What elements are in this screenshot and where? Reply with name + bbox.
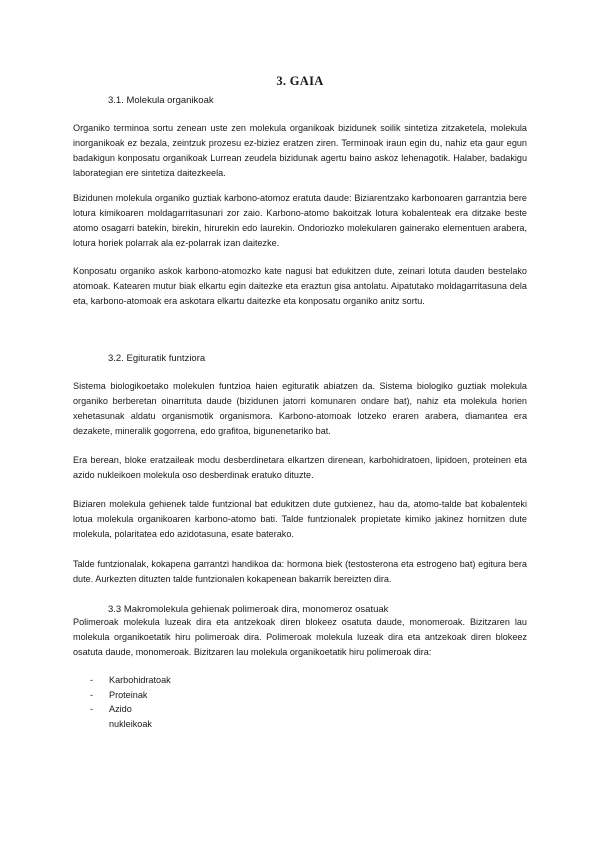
paragraph: Organiko terminoa sortu zenean uste zen molekula organikoak bizidunek soilik sintetiza zitzaketela, molekula inorganikoak ez bezala, zeintzuk prozesu ez-biziez eratzen ziren. Terminoak iraun egin du, nahiz eta gaur egun badakigun konposatu organikoak Lurrean zeudela bizidunak agertu baino askoz lehenagotik. Halaber, badakigu laborategian ere sintetiza daitezkeela.: [73, 123, 527, 178]
section-heading: 3.3 Makromolekula gehienak polimeroak dira, monomeroz osatuak: [108, 604, 389, 615]
paragraph: Sistema biologikoetako molekulen funtzioa haien egituratik abiatzen da. Sistema biologiko guztiak molekula organiko berberetan oinarrituta daude (bizidunen jatorri komunaren ondare bat), nahiz eta molekula horien xehetasunak aldatu organismotik organismora. Karbono-atomoak lotzeko eraren arabera, diamantea era dezakete, mineralik gogorrena, edo grafitoa, bigunenetariko bat.: [73, 381, 527, 436]
paragraph: Bizidunen molekula organiko guztiak karbono-atomoz eratuta daude: Biziarentzako karbonoaren garrantzia bere lotura kimikoaren moldagarritasunari zor zaio. Karbono-atomo bakoitzak lotura kobalenteak era ditzake beste atomo osagarri batekin, birekin, hirurekin edo laurekin. Ondoriozko molekularen gainerako elementuen arabera, lotura horiek polarrak ala ez-polarrak izan daitezke.: [73, 193, 527, 248]
paragraph: Polimeroak molekula luzeak dira eta antzekoak diren blokeez osatuta daude, monomeroak. Bizitzaren lau molekula organikoetatik hiru polimeroak dira. Polimeroak molekula luzeak dira eta antzekoak diren blokeez osatuta daude, monomeroak. Bizitzaren lau molekula organikoetatik hiru polimeroak dira:: [73, 617, 527, 657]
page-title: 3. GAIA: [276, 74, 324, 88]
paragraph: Biziaren molekula gehienek talde funtzional bat edukitzen dute gutxienez, hau da, atomo-talde bat kobalenteki lotua molekula organikoaren karbono-atomo bati. Talde funtzionalek propietate kimiko jakinez hornitzen dute molekula, polaritatea edo azidotasuna, esate baterako.: [73, 499, 527, 539]
section-heading: 3.2. Egituratik funtziora: [108, 353, 206, 364]
paragraph: Talde funtzionalak, kokapena garrantzi handikoa da: hormona biek (testosterona eta estrogeno bat) egitura bera dute. Aurkezten dituzten talde funtzionalen kokapenean bakarrik bereizten dira.: [73, 559, 527, 584]
paragraph: Konposatu organiko askok karbono-atomozko kate nagusi bat edukitzen dute, zeinari lotuta dauden bestelako atomoak. Katearen mutur biak elkartu egin daitezke eta eraztun gisa antolatu. Aipatutako moldagarritasuna dela eta, karbono-atomoak era askotara elkartu daitezke eta konposatu organiko anitz sortu.: [73, 266, 527, 306]
section-heading: 3.1. Molekula organikoak: [108, 95, 214, 106]
paragraph: Era berean, bloke eratzaileak modu desberdinetara elkartzen direnean, karbohidratoen, lipidoen, proteinen eta azido nukleikoen molekula oso desberdinak eratuko dituzte.: [73, 455, 527, 480]
document-page: 3. GAIA 3.1. Molekula organikoak Organiko terminoa sortu zenean uste zen molekula organikoak bizidunek soilik sintetiza zitzaketela, molekula inorganikoak ez bezala, zeintzuk prozesu ez-biziez eratzen ziren. Terminoak iraun egin du, nahiz eta gaur egun badakigun konposatu organikoak Lurrean zeudela bizidunak agertu baino askoz lehenagotik. Halaber, badakigu laborategian ere sintetiza daitezkeela. Bizidunen molekula organiko guztiak karbono-atomoz eratuta daude: Biziarentzako karbonoaren garrantzia bere lotura kimikoaren moldagarritasunari zor zaio. Karbono-atomo bakoitzak lotura kobalenteak era ditzake beste atomo osagarri batekin, birekin, hirurekin edo laurekin. Ondoriozko molekularen gainerako elementuen arabera, lotura horiek polarrak ala ez-polarrak izan daitezke. Konposatu organiko askok karbono-atomozko kate nagusi bat edukitzen dute, zeinari lotuta dauden bestelako atomoak. Katearen mutur biak elkartu egin daitezke eta eraztun gisa antolatu. Aipatutako moldagarritasuna dela eta, karbono-atomoak era askotara elkartu daitezke eta konposatu organiko anitz sortu. 3.2. Egituratik funtziora Sistema biologikoetako molekulen funtzioa haien egituratik abiatzen da. Sistema biologiko guztiak molekula organiko berberetan oinarrituta daude (bizidunen jatorri komunaren ondare bat), nahiz eta molekula horien xehetasunak aldatu organismotik organismora. Karbono-atomoak lotzeko eraren arabera, diamantea era dezakete, mineralik gogorrena, edo grafitoa, bigunenetariko bat. Era berean, bloke eratzaileak modu desberdinetara elkartzen direnean, karbohidratoen, lipidoen, proteinen eta azido nukleikoen molekula oso desberdinak eratuko dituzte. Biziaren molekula gehienek talde funtzional bat edukitzen dute gutxienez, hau da, atomo-talde bat kobalenteki lotua molekula organikoaren karbono-atomo bati. Talde funtzionalek propietate kimiko jakinez hornitzen dute molekula, polaritatea edo azidotasuna, esate baterako. Talde funtzionalak, kokapena garrantzi handikoa da: hormona biek (testosterona eta estrogeno bat) egitura bera dute. Aurkezten dituzten talde funtzionalen kokapenean bakarrik bereizten dira. 3.3 Makromolekula gehienak polimeroak dira, monomeroz osatuak Polimeroak molekula luzeak dira eta antzekoak diren blokeez osatuta daude, monomeroak. Bizitzaren lau molekula organikoetatik hiru polimeroak dira. Polimeroak molekula luzeak dira eta antzekoak diren blokeez osatuta daude, monomeroak. Bizitzaren lau molekula organikoetatik hiru polimeroak dira: - Karbohidratoak - Proteinak - Azido nukleikoak: [0, 0, 600, 848]
